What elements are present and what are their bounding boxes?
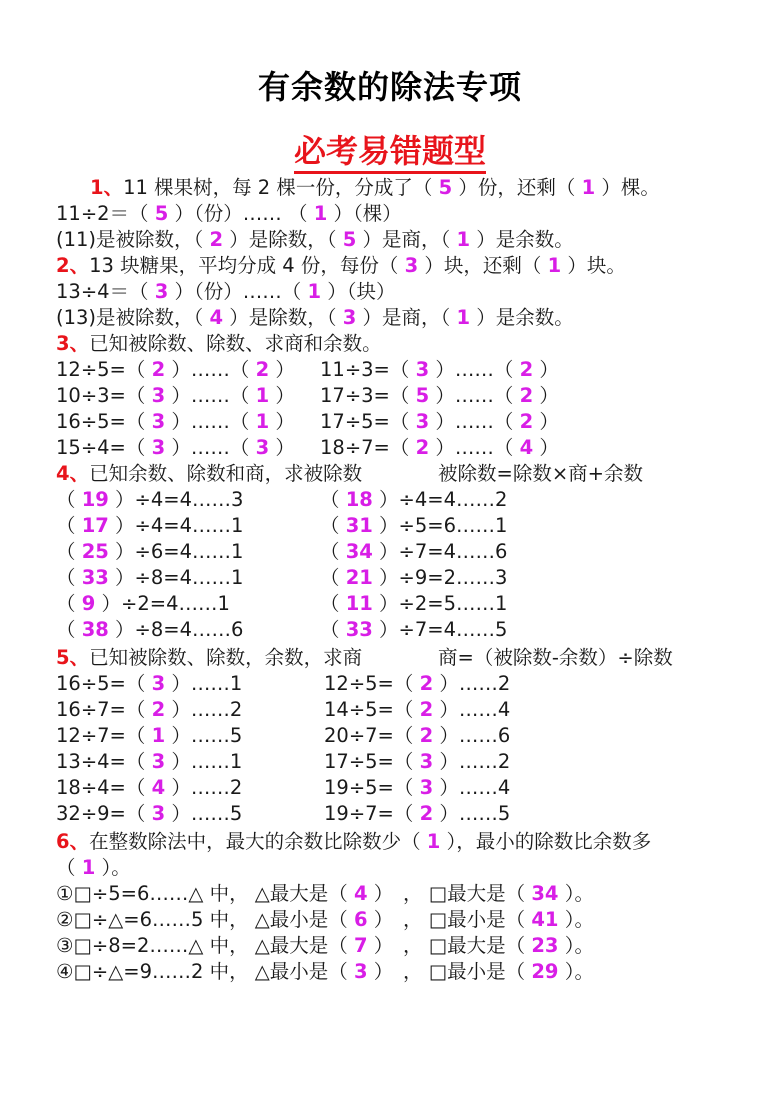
text: ）÷4=4……3 [108, 488, 244, 511]
answer: 3 [354, 960, 368, 983]
text: 17÷5=（ [320, 410, 416, 433]
answer: 2 [209, 228, 224, 251]
text: ）棵。 [595, 176, 660, 199]
text: ） [269, 358, 295, 381]
answer: 3 [342, 306, 357, 329]
q6-row [56, 907, 594, 933]
text: （ [320, 566, 346, 589]
answer: 3 [151, 384, 166, 407]
answer: 1 [151, 724, 166, 747]
q3-row-b [320, 383, 559, 409]
answer: 2 [255, 358, 270, 381]
text: ）块，还剩（ [418, 254, 548, 277]
q4-number: 4、 [56, 462, 90, 485]
answer: 31 [345, 514, 373, 537]
q5-row-b [324, 801, 510, 827]
answer: 3 [404, 254, 419, 277]
text: （ [320, 488, 346, 511]
answer: 5 [154, 202, 169, 225]
text: （ [56, 856, 82, 879]
q5-row-b [324, 749, 510, 775]
text: ） [533, 410, 559, 433]
answer: 1 [547, 254, 562, 277]
answer: 9 [81, 592, 96, 615]
q5-row-a [56, 801, 242, 827]
text: 20÷7=（ [324, 724, 420, 747]
text: ） [533, 358, 559, 381]
answer: 4 [519, 436, 534, 459]
text: ）是余数。 [470, 306, 574, 329]
text: （ [320, 618, 346, 641]
text: 13÷4＝（ [56, 280, 155, 303]
text: ） [533, 384, 559, 407]
text: ）÷4=4……2 [372, 488, 508, 511]
answer: 18 [345, 488, 373, 511]
answer: 33 [81, 566, 109, 589]
answer: 2 [415, 436, 430, 459]
answer: 3 [151, 802, 166, 825]
answer: 3 [154, 280, 169, 303]
q4-row-b [320, 539, 507, 565]
q5-row-a [56, 697, 242, 723]
text: ）÷7=4……6 [372, 540, 508, 563]
q6-line-1 [56, 829, 651, 855]
q5-row-a [56, 749, 242, 775]
q2-line-1 [56, 253, 626, 279]
text: ）是除数，（ [223, 306, 343, 329]
answer: 3 [151, 750, 166, 773]
q5-row-b [324, 697, 510, 723]
answer: 3 [419, 750, 434, 773]
text: ）（块） [321, 280, 396, 303]
q6-row [56, 959, 594, 985]
answer: 2 [419, 802, 434, 825]
text: ），最小的除数比余数多 [440, 830, 652, 853]
answer: 1 [255, 410, 270, 433]
text: 19÷7=（ [324, 802, 420, 825]
text: ） ， □最大是（ [367, 934, 532, 957]
answer: 3 [415, 410, 430, 433]
page-title: 有余数的除法专项 [257, 68, 522, 106]
text: ）块。 [561, 254, 626, 277]
q3-number: 3、 [56, 332, 90, 355]
q4-row-b [320, 617, 507, 643]
text: ）÷2=4……1 [95, 592, 230, 615]
q6-row [56, 881, 594, 907]
q1-number: 1、 [90, 176, 124, 199]
text: ）÷4=4……1 [108, 514, 244, 537]
text: (11)是被除数，（ [56, 228, 210, 251]
text: ）……（ [165, 410, 256, 433]
answer: 41 [531, 908, 559, 931]
text: ） ， □最小是（ [367, 960, 532, 983]
text: ）……2 [165, 776, 243, 799]
text: ） ， □最大是（ [367, 882, 532, 905]
q6-row [56, 933, 594, 959]
answer: 2 [419, 698, 434, 721]
q4-formula: 被除数=除数×商+余数 [438, 462, 644, 485]
answer: 5 [342, 228, 357, 251]
text: （ [320, 540, 346, 563]
answer: 1 [307, 280, 322, 303]
q4-row-a [56, 591, 230, 617]
q5-row-a [56, 723, 242, 749]
text: ）。 [558, 882, 594, 905]
text: ）……（ [429, 358, 520, 381]
text: 11 棵果树，每 2 棵一份，分成了（ [123, 176, 439, 199]
q6-number: 6、 [56, 830, 90, 853]
text: ）。 [558, 934, 594, 957]
text: ）……2 [433, 750, 511, 773]
subtitle-text: 必考易错题型 [294, 132, 486, 174]
q3-row-b [320, 435, 559, 461]
answer: 23 [531, 934, 559, 957]
text: ） [269, 436, 295, 459]
answer: 5 [415, 384, 430, 407]
text: ）……5 [433, 802, 511, 825]
text: （ [320, 592, 346, 615]
text: ）……1 [165, 672, 243, 695]
answer: 17 [81, 514, 109, 537]
q1-line-2 [56, 201, 402, 227]
text: ）份，还剩（ [452, 176, 582, 199]
answer: 1 [255, 384, 270, 407]
answer: 1 [456, 306, 471, 329]
answer: 2 [419, 724, 434, 747]
text: ）……4 [433, 776, 511, 799]
text: ）……6 [433, 724, 511, 747]
q6-line-2 [56, 855, 131, 881]
answer: 11 [345, 592, 373, 615]
q3-row-a [56, 357, 295, 383]
answer: 5 [438, 176, 453, 199]
q1-line-1 [56, 175, 660, 201]
text: ） ， □最小是（ [367, 908, 532, 931]
text: 18÷4=（ [56, 776, 152, 799]
q5-heading [56, 645, 362, 671]
q5-row-a [56, 671, 242, 697]
text: ）是余数。 [470, 228, 574, 251]
text: ）。 [558, 908, 594, 931]
text: ）÷9=2……3 [372, 566, 508, 589]
answer: 2 [151, 698, 166, 721]
text: ）……（ [165, 358, 256, 381]
answer: 21 [345, 566, 373, 589]
text: ）是商，（ [356, 306, 457, 329]
q4-row-a [56, 565, 243, 591]
text: （ [56, 488, 82, 511]
text: 已知被除数、除数，余数，求商 [89, 646, 363, 669]
answer: 3 [419, 776, 434, 799]
answer: 2 [419, 672, 434, 695]
q4-row-b [320, 565, 507, 591]
text: ）。 [558, 960, 594, 983]
answer: 33 [345, 618, 373, 641]
text: ）……2 [433, 672, 511, 695]
text: 已知余数、除数和商，求被除数 [89, 462, 363, 485]
answer: 4 [209, 306, 224, 329]
text: ）……5 [165, 724, 243, 747]
answer: 29 [531, 960, 559, 983]
text: （ [56, 540, 82, 563]
text: 17÷5=（ [324, 750, 420, 773]
answer: 1 [456, 228, 471, 251]
q3-row-a [56, 383, 295, 409]
q5-row-b [324, 671, 510, 697]
text: 12÷7=（ [56, 724, 152, 747]
q5-row-b [324, 723, 510, 749]
page-subtitle [0, 126, 780, 172]
text: ）……5 [165, 802, 243, 825]
text: 12÷5=（ [324, 672, 420, 695]
text: ）÷5=6……1 [372, 514, 508, 537]
q4-heading [56, 461, 362, 487]
answer: 7 [354, 934, 368, 957]
answer: 3 [151, 672, 166, 695]
q4-row-b [320, 513, 507, 539]
answer: 3 [151, 410, 166, 433]
answer: 1 [81, 856, 96, 879]
text: ）……（ [165, 436, 256, 459]
text: 16÷7=（ [56, 698, 152, 721]
q4-row-a [56, 539, 243, 565]
text: ）（棵） [327, 202, 402, 225]
answer: 1 [426, 830, 441, 853]
q2-line-3 [56, 305, 574, 331]
q1-line-3 [56, 227, 574, 253]
text: ）是商，（ [356, 228, 457, 251]
text: ）……2 [165, 698, 243, 721]
text: 在整数除法中，最大的余数比除数少（ [89, 830, 427, 853]
text: 13÷4=（ [56, 750, 152, 773]
q5-row-a [56, 775, 242, 801]
answer: 6 [354, 908, 368, 931]
answer: 4 [354, 882, 368, 905]
text: （ [320, 514, 346, 537]
q4-row-b [320, 591, 507, 617]
text: 18÷7=（ [320, 436, 416, 459]
text: ）÷6=4……1 [108, 540, 244, 563]
q3-row-a [56, 409, 295, 435]
text: ①□÷5=6……△ 中， △最大是（ [56, 882, 354, 905]
q4-row-b [320, 487, 507, 513]
text: （ [56, 514, 82, 537]
answer: 34 [531, 882, 559, 905]
text: ）……（ [429, 384, 520, 407]
q3-heading [56, 331, 382, 357]
text: ）……（ [429, 410, 520, 433]
text: ④□÷△=9……2 中， △最小是（ [56, 960, 354, 983]
text: （ [56, 592, 82, 615]
answer: 1 [313, 202, 328, 225]
text: 19÷5=（ [324, 776, 420, 799]
text: 16÷5=（ [56, 410, 152, 433]
q4-row-a [56, 513, 243, 539]
text: 10÷3=（ [56, 384, 152, 407]
q5-row-b [324, 775, 510, 801]
q2-number: 2、 [56, 254, 90, 277]
answer: 19 [81, 488, 109, 511]
answer: 3 [415, 358, 430, 381]
text: 11÷2＝（ [56, 202, 155, 225]
text: (13)是被除数，（ [56, 306, 210, 329]
q3-row-b [320, 357, 559, 383]
text: ③□÷8=2……△ 中， △最大是（ [56, 934, 354, 957]
text: 已知被除数、除数、求商和余数。 [89, 332, 382, 355]
text: ）……1 [165, 750, 243, 773]
text: ）是除数，（ [223, 228, 343, 251]
answer: 34 [345, 540, 373, 563]
text: ） [269, 384, 295, 407]
q2-line-2 [56, 279, 396, 305]
q3-row-a [56, 435, 295, 461]
answer: 3 [151, 436, 166, 459]
text: ）÷7=4……5 [372, 618, 508, 641]
text: ②□÷△=6……5 中， △最小是（ [56, 908, 354, 931]
answer: 25 [81, 540, 109, 563]
answer: 2 [151, 358, 166, 381]
text: 17÷3=（ [320, 384, 416, 407]
text: ）……4 [433, 698, 511, 721]
text: ） [533, 436, 559, 459]
answer: 2 [519, 410, 534, 433]
text: 11÷3=（ [320, 358, 416, 381]
answer: 4 [151, 776, 166, 799]
q4-row-a [56, 487, 243, 513]
text: ）。 [95, 856, 131, 879]
answer: 3 [255, 436, 270, 459]
text: ）÷8=4……1 [108, 566, 244, 589]
answer: 2 [519, 358, 534, 381]
text: ）（份）……（ [168, 280, 308, 303]
text: （ [56, 566, 82, 589]
text: ）÷8=4……6 [108, 618, 244, 641]
text: 13 块糖果，平均分成 4 份，每份（ [89, 254, 405, 277]
q4-row-a [56, 617, 243, 643]
text: ）（份）…… （ [168, 202, 314, 225]
text: 15÷4=（ [56, 436, 152, 459]
text: 16÷5=（ [56, 672, 152, 695]
text: 32÷9=（ [56, 802, 152, 825]
q3-row-b [320, 409, 559, 435]
text: ）……（ [165, 384, 256, 407]
text: 14÷5=（ [324, 698, 420, 721]
q5-number: 5、 [56, 646, 90, 669]
answer: 1 [581, 176, 596, 199]
text: ） [269, 410, 295, 433]
answer: 2 [519, 384, 534, 407]
text: ）……（ [429, 436, 520, 459]
text: 12÷5=（ [56, 358, 152, 381]
answer: 38 [81, 618, 109, 641]
text: ）÷2=5……1 [372, 592, 508, 615]
text: （ [56, 618, 82, 641]
q5-formula: 商=（被除数-余数）÷除数 [438, 646, 673, 669]
